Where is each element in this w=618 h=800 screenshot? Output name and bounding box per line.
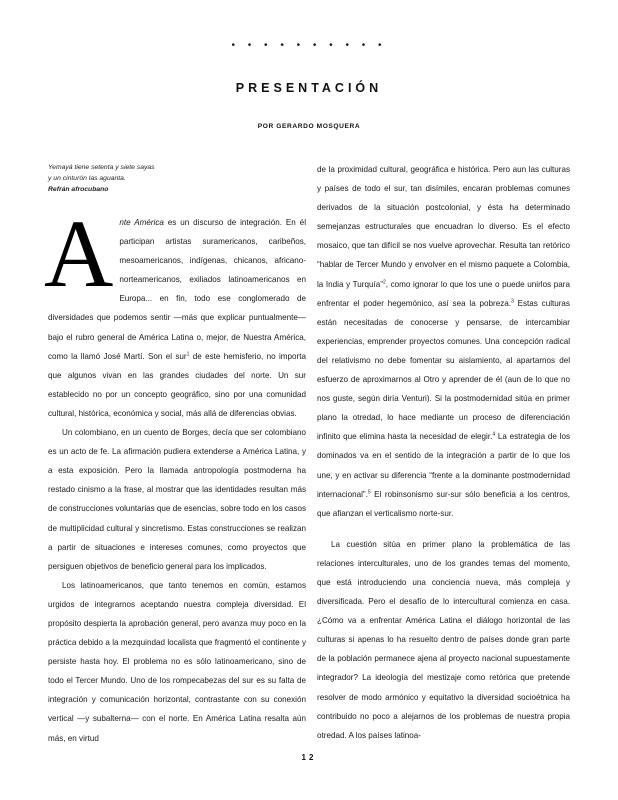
paragraph-text: de este hemisferio, no importa que algunos vivan en las grandes ciudades del norte. Un sur establecido no por un concepto geográfico, sino por una comunidad cultural, histórica, económica y social, más allá de diferencias obvias. (48, 351, 306, 418)
paragraph: Los latinoamericanos, que tanto tenemos en común, estamos urgidos de integrarnos aceptando nuestra compleja diversidad. El propósito despierta la aprobación general, pero avanza muy poco en la práctica debido a la mezquindad localista que fragmentó el continente y persiste hasta hoy. El problema no es sólo latinoamericano, sino de todo el Tercer Mundo. Uno de los rompecabezas del sur es su falta de integración y comunicación horizontal, contrastante con su conexión vertical —y subalterna— con el norte. En América Latina resalta aún más, en virtud (48, 580, 306, 743)
page-number: 12 (301, 753, 317, 762)
paragraph-text: , como ignorar lo que los une o puede unirlos para enfrentar el poder hegemónico, así sea la pobreza. (317, 279, 570, 308)
epigraph-line: Yemayá tiene setenta y siete sayas (48, 164, 155, 171)
footnote-ref: 4 (492, 431, 496, 438)
footnote-ref: 2 (382, 278, 386, 285)
paragraph-text: El robinsonismo sur-sur sólo beneficia a los centros, que afianzan el verticalismo norte-sur. (317, 489, 570, 518)
header-ornament: • • • • • • • • • • (231, 40, 387, 51)
exhibition-title: nte América (119, 218, 164, 227)
footnote-ref: 1 (186, 350, 190, 357)
footnote-ref: 5 (367, 488, 371, 495)
paragraph (44, 200, 306, 423)
paragraph-text: de la proximidad cultural, geográfica e histórica. Pero aun las culturas y países de todo el sur, tan disímiles, encaran problemas comunes derivados de la situación postcolonial, y ésta ha determinado semejanzas estructurales que encuadran lo diverso. Es el efecto mosaico, que tan difícil se nos vuelve aprovechar. Resulta tan retórico “hablar de Tercer Mundo y envolver en el mismo paquete a Colombia, la India y Turquía” (317, 165, 570, 289)
paragraph: La cuestión sitúa en primer plano la problemática de las relaciones interculturales, uno de los grandes temas del momento, que está introduciendo una conciencia nueva, más compleja y diversificada. Pero el desafío de lo intercultural comienza en casa. ¿Cómo va a enfrentar América Latina el diálogo horizontal de las culturas si apenas lo ha resuelto dentro de países donde gran parte de la población permanece ajena al proyecto nacional supuestamente integrador? La ideología del mestizaje como retórica que pretende resolver de modo armónico y equitativo la diversidad socioétnica ha contribuido no poco a alejarnos de los problemas de nuestra propia otredad. A los países latinoa- (317, 539, 570, 740)
epigraph-source: Refrán afrocubano (48, 186, 109, 193)
epigraph-line: y un cinturón las aguanta. (48, 175, 126, 182)
right-column (317, 160, 570, 745)
paragraph: Un colombiano, en un cuento de Borges, decía que ser colombiano es un acto de fe. La afirmación pudiera extenderse a América Latina, y a esta exposición. Pero la llamada antropología postmoderna ha restado cinismo a la frase, al mostrar que las identidades resultan más de construcciones voluntarias que de esencias, sobre todo en los casos de multiplicidad cultural y sincretismo. Estas construcciones se realizan a partir de situaciones e intereses comunes, como proyectos que persiguen objetivos de beneficio general para los implicados. (48, 428, 306, 571)
footnote-ref: 3 (511, 297, 514, 304)
page-title: PRESENTACIÓN (235, 81, 383, 95)
author-byline: POR GERARDO MOSQUERA (257, 123, 361, 130)
paragraph-text: es un discurso de integración. En él participan artistas suramericanos, caribeños, mesoamericanos, indígenas, chicanos, africano-norteamericanos, exiliados latinoamericanos en Europa... en fin, todo ese conglomerado de diversidades que podemos sentir —más que explicar puntualmente— bajo el rubro general de América Latina o, mejor, de Nuestra América, como la llamó José Martí. Son el sur (48, 218, 306, 361)
paragraph-text: La estrategia de los dominados va en el sentido de la integración a partir de lo que los une, y en activar su diferencia “frente a la dominante postmodernidad internacional”. (317, 432, 570, 499)
left-column (44, 200, 306, 748)
paragraph (317, 160, 570, 523)
paragraph-text: Estas culturas están necesitadas de conocerse y pensarse, de intercambiar experiencias, emprender proyectos comunes. Una concepción radical del relativismo no debe fomentar su aislamiento, al apartarnos del esfuerzo de aproximarnos al Otro y aprender de él (aun de lo que no nos guste, según diría Venturi). Si la postmodernidad sitúa en primer plano la otredad, lo hace mediante un proceso de diferenciación infinito que elimina hasta la necesidad de elegir. (317, 298, 570, 442)
drop-cap: A (44, 200, 114, 307)
epigraph (48, 162, 288, 195)
